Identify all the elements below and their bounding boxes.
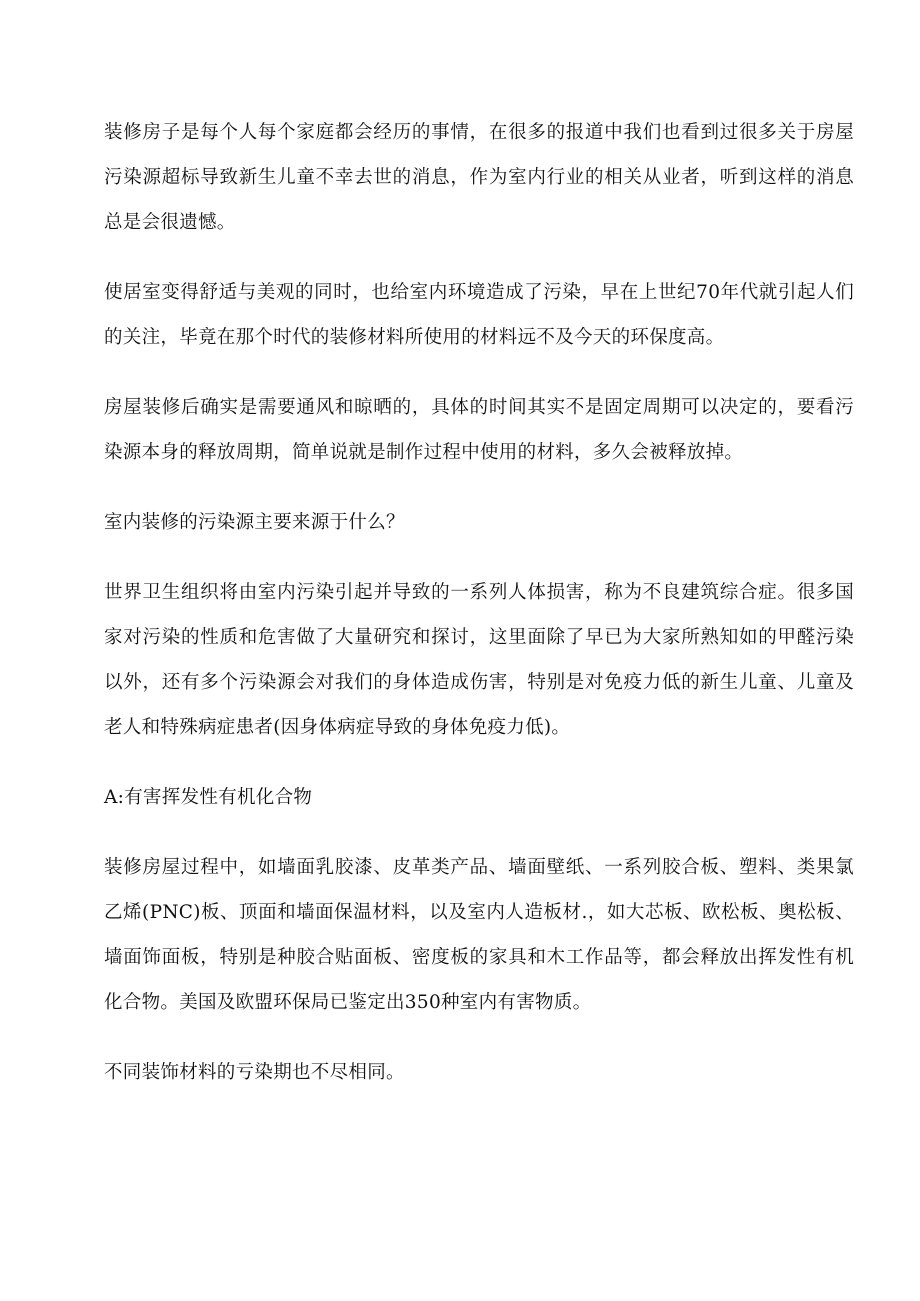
paragraph-intro: 装修房子是每个人每个家庭都会经历的事情，在很多的报道中我们也看到过很多关于房屋污染源超标导致新生儿童不幸去世的消息，作为室内行业的相关从业者，听到这样的消息总是会很遗憾。 — [104, 122, 854, 233]
section-question: 室内装修的污染源主要来源于什么？ — [104, 512, 405, 533]
paragraph-closing: 不同装饰材料的亏染期也不尽相同。 — [104, 1062, 405, 1083]
paragraph-materials: 装修房屋过程中，如墙面乳胶漆、皮革类产品、墙面壁纸、一系列胶合板、塑料、类果氯乙烯(PNC)板、顶面和墙面保温材料，以及室内人造板材.，如大芯板、欧松板、奥松板、墙面饰面板，特别是种胶合贴面板、密度板的家具和木工作品等，都会释放出挥发性有机化合物。美国及欧盟环保局已鉴定出350种室内有害物质。 — [104, 857, 854, 1013]
paragraph-who: 世界卫生组织将由室内污染引起并导致的一系列人体损害，称为不良建筑综合症。很多国家对污染的性质和危害做了大量研究和探讨，这里面除了早已为大家所熟知如的甲醛污染以外，还有多个污染源会对我们的身体造成伤害，特别是对免疫力低的新生儿童、儿童及老人和特殊病症患者(因身体病症导致的身体免疫力低)。 — [104, 582, 854, 738]
paragraph-pollution-history: 使居室变得舒适与美观的同时，也给室内环境造成了污染，早在上世纪70年代就引起人们的关注，毕竟在那个时代的装修材料所使用的材料远不及今天的环保度高。 — [104, 282, 854, 348]
paragraph-ventilation: 房屋装修后确实是需要通风和晾晒的，具体的时间其实不是固定周期可以决定的，要看污染源本身的释放周期，简单说就是制作过程中使用的材料，多久会被释放掉。 — [104, 397, 854, 463]
document-body — [104, 110, 854, 1120]
section-heading-voc: A:有害挥发性有机化合物 — [104, 787, 313, 808]
